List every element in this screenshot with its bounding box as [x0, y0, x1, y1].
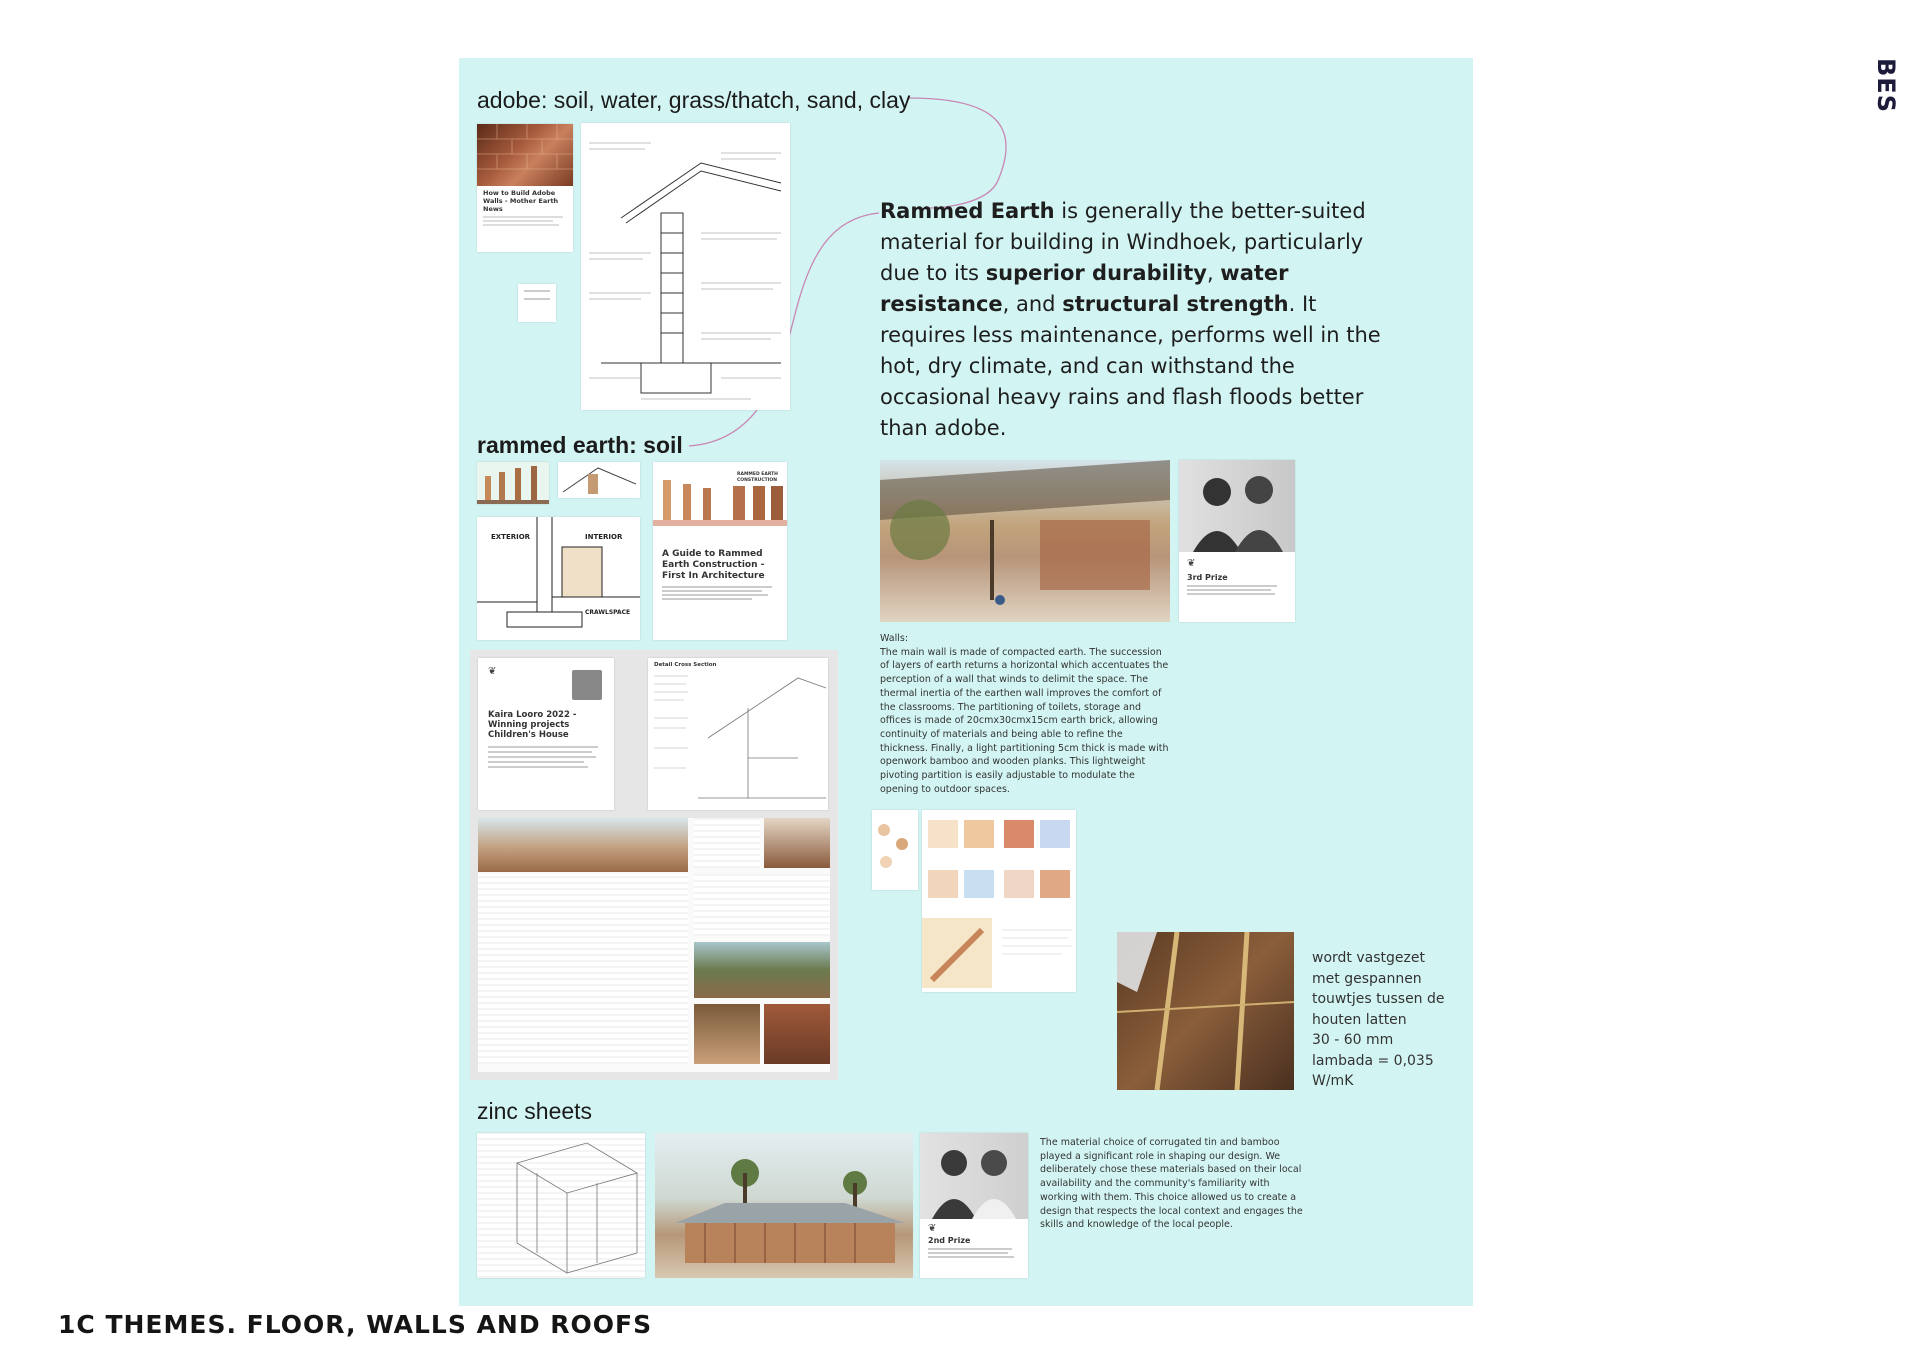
earth-columns-illustration: [477, 462, 549, 504]
kaira-looro-article-card[interactable]: [478, 658, 614, 810]
zinc-axonometric-drawing[interactable]: [477, 1133, 645, 1278]
argument-text: is generally the better-suited material for building in Windhoek, particularly due to its: [880, 199, 1366, 285]
rammed-earth-guide-card[interactable]: [653, 462, 787, 640]
footing-section-sketch: [477, 517, 640, 640]
text-line: [662, 598, 752, 600]
insulation-line: 30 - 60 mm: [1312, 1032, 1394, 1048]
text-line: [928, 1252, 1008, 1254]
adobe-article-card[interactable]: [477, 124, 573, 252]
adobe-article-title: How to Build Adobe Walls - Mother Earth News: [483, 189, 559, 213]
second-prize-card[interactable]: [920, 1133, 1028, 1278]
architects-silhouettes: [1179, 460, 1295, 552]
kaira-looro-title: Kaira Looro 2022 - Winning projects Children's House: [488, 710, 577, 740]
detail-cross-section-card[interactable]: [648, 658, 828, 810]
argument-text: , and: [1002, 292, 1063, 316]
text-line: [662, 586, 772, 588]
walls-description: [880, 632, 1170, 796]
text-line: [488, 766, 588, 768]
kaira-looro-board: [470, 650, 838, 1080]
brick-pattern: [477, 124, 573, 186]
diagram-sheet: [694, 874, 830, 936]
architects-silhouettes: [920, 1133, 1028, 1219]
insulation-line: met gespannen: [1312, 970, 1422, 987]
courtyard-render: [694, 1004, 760, 1064]
insulation-line: houten latten: [1312, 1011, 1407, 1028]
text-line: [483, 220, 553, 222]
detail-cross-sketch: [648, 658, 828, 810]
architects-photo: [920, 1133, 1028, 1219]
kaira-looro-panel: [478, 818, 830, 1072]
second-prize-title: 2nd Prize: [928, 1236, 971, 1245]
roof-sketch: [558, 462, 640, 498]
render-photo: [478, 818, 688, 872]
avatar: [572, 670, 602, 700]
text-line: [488, 746, 598, 748]
detail-cross-title: Detail Cross Section: [654, 662, 717, 668]
text-line: [488, 761, 584, 763]
walls-body: The main wall is made of compacted earth. The succession of layers of earth returns a horizontal which accentuates the perception of a wall that winds to delimit the space. The thermal inertia of the earthen wall improves the comfort of the classrooms. The partitioning of toilets, storage and offices is made of 20cmx30cmx15cm earth brick, allowing continuity of materials and being able to refine the thickness. Finally, a light partitioning 5cm thick is made with openwork bamboo and wooden planks. This lightweight pivoting partition is easily adjustable to modulate the opening to outdoor spaces.: [880, 646, 1169, 795]
adobe-thumbnail-card[interactable]: [518, 284, 556, 322]
rammed-construction-caption: RAMMED EARTH CONSTRUCTION: [737, 472, 778, 483]
rammed-earth-term: Rammed Earth: [880, 199, 1055, 223]
adobe-bricks-photo: [477, 124, 573, 186]
third-prize-title: 3rd Prize: [1187, 573, 1228, 582]
interior-photo: [764, 818, 830, 868]
exterior-caption: EXTERIOR: [491, 533, 531, 541]
site-plan-drawing: [478, 874, 688, 1064]
insulation-photo-art: [1117, 932, 1294, 1090]
school-courtyard-render[interactable]: [880, 460, 1170, 622]
strength-term: structural strength: [1062, 292, 1289, 316]
bird-icon: ❦: [1187, 558, 1196, 569]
text-line: [928, 1248, 1012, 1250]
wall-section-sketch: [581, 123, 790, 410]
zinc-roof-school-render[interactable]: [655, 1133, 913, 1278]
water-resistance-term: water resistance: [880, 261, 1289, 316]
text-line: [483, 216, 563, 218]
third-prize-card[interactable]: [1179, 460, 1295, 622]
page-title: 1C THEMES. FLOOR, WALLS AND ROOFS: [58, 1310, 653, 1339]
insulation-line: lambada = 0,035: [1312, 1052, 1434, 1069]
material-sheet-small[interactable]: [872, 810, 918, 890]
insulation-notes: [1312, 948, 1452, 1092]
text-line: [1187, 589, 1271, 591]
insulation-line: wordt vastgezet: [1312, 950, 1425, 966]
bird-icon: ❦: [488, 666, 497, 677]
text-line: [524, 290, 550, 292]
adobe-wall-section-drawing[interactable]: [581, 123, 790, 410]
adobe-label: adobe: soil, water, grass/thatch, sand, clay: [477, 87, 911, 113]
courtyard-render-art: [880, 460, 1170, 622]
text-line: [1187, 593, 1275, 595]
architects-photo: [1179, 460, 1295, 552]
site-map: [694, 818, 760, 868]
material-sheet-large[interactable]: [922, 810, 1076, 992]
text-line: [524, 298, 550, 300]
crawlspace-caption: CRAWLSPACE: [585, 609, 631, 616]
zinc-description: The material choice of corrugated tin and bamboo played a significant role in shaping our design. We deliberately chose these materials based on their local availability and the community's familiarity with working with them. This choice allowed us to create a design that respects the local context and engages the skills and knowledge of the local people.: [1040, 1137, 1303, 1231]
text-line: [488, 756, 596, 758]
text-line: [662, 594, 768, 596]
text-line: [483, 224, 559, 226]
bird-icon: ❦: [928, 1223, 937, 1234]
rammed-guide-title: A Guide to Rammed Earth Construction - First In Architecture: [662, 549, 765, 581]
text-line: [488, 751, 592, 753]
classroom-render: [764, 1004, 830, 1064]
rammed-earth-label: rammed earth: soil: [477, 432, 683, 458]
walls-heading: Walls:: [880, 633, 909, 644]
wood-fibre-insulation-photo[interactable]: [1117, 932, 1294, 1090]
brand-logo: BES: [1872, 58, 1900, 113]
material-studies: [922, 810, 1076, 992]
text-line: [928, 1256, 1014, 1258]
wall-footing-section-card[interactable]: [477, 517, 640, 640]
roof-detail-card[interactable]: [558, 462, 640, 498]
exterior-render: [694, 942, 830, 998]
zinc-sheets-label: zinc sheets: [477, 1098, 593, 1124]
rammed-earth-argument: [880, 196, 1400, 444]
argument-text: ,: [1206, 261, 1221, 285]
material-sketches: [872, 810, 918, 890]
durability-term: superior durability: [985, 261, 1207, 285]
text-line: [662, 590, 762, 592]
text-line: [1187, 585, 1277, 587]
rammed-earth-columns-card[interactable]: [477, 462, 549, 504]
interior-caption: INTERIOR: [585, 533, 623, 541]
insulation-line: W/mK: [1312, 1073, 1354, 1089]
axonometric-sketch: [477, 1133, 645, 1278]
zinc-render-art: [655, 1133, 913, 1278]
argument-text: . It requires less maintenance, performs well in the hot, dry climate, and can withstand the occasional heavy rains and flash floods better than adobe.: [880, 292, 1381, 440]
insulation-line: touwtjes tussen de: [1312, 991, 1445, 1007]
